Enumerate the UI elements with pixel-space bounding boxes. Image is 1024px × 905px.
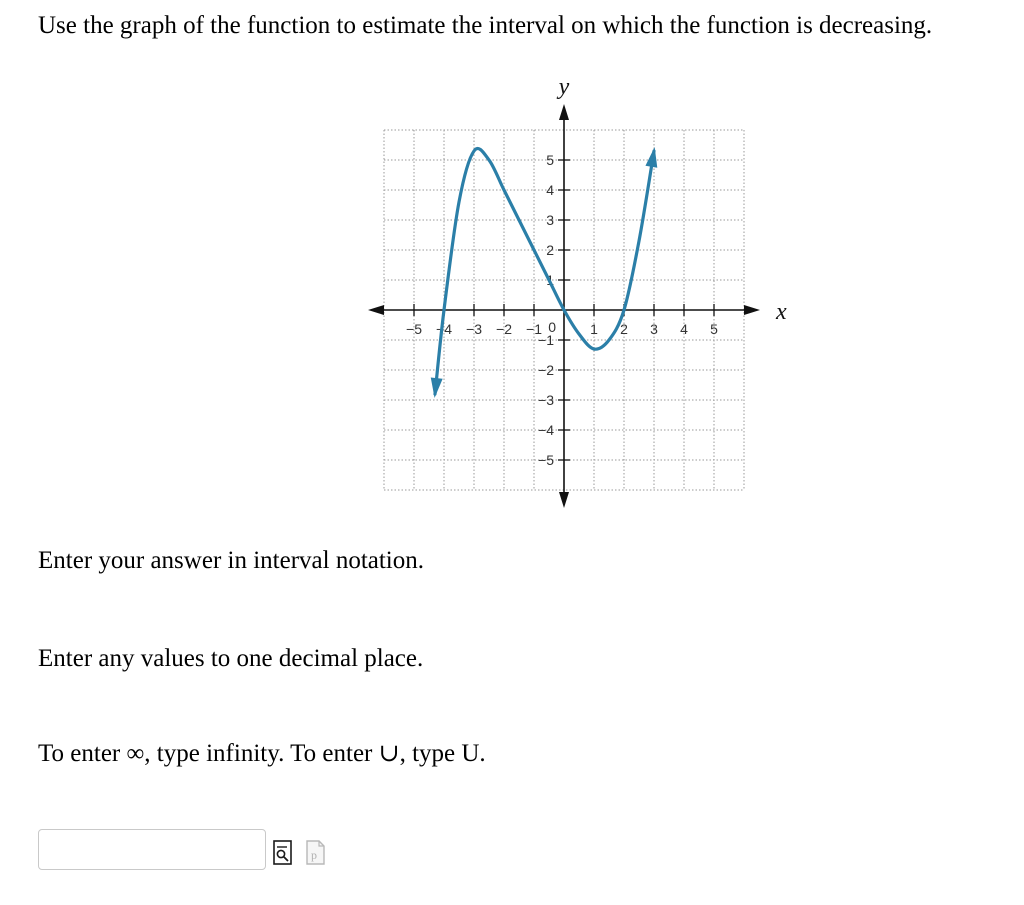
x-tick-label: 5: [710, 321, 718, 337]
origin-label: 0: [548, 319, 556, 335]
y-tick-label: 4: [546, 182, 554, 198]
axes: [368, 104, 760, 508]
x-tick-label: 1: [590, 321, 598, 337]
y-tick-label: −1: [538, 332, 554, 348]
x-axis-arrow-right: [744, 305, 760, 315]
x-tick-label: −4: [436, 321, 452, 337]
formula-palette-icon[interactable]: [306, 840, 326, 871]
x-tick-label: −5: [406, 321, 422, 337]
y-tick-label: 5: [546, 152, 554, 168]
x-tick-label: −2: [496, 321, 512, 337]
curve-arrow-right: [645, 147, 657, 168]
y-axis-label: y: [558, 74, 570, 100]
tick-labels: [406, 74, 787, 468]
x-tick-label: 2: [620, 321, 628, 337]
y-tick-label: −5: [538, 452, 554, 468]
y-axis-arrow-down: [559, 492, 569, 508]
function-curve: [431, 147, 658, 398]
question-text: Use the graph of the function to estimate the interval on which the function is decreasing.: [38, 12, 933, 39]
svg-text:p: p: [311, 848, 317, 862]
x-tick-label: 3: [650, 321, 658, 337]
y-tick-label: 3: [546, 212, 554, 228]
y-axis-arrow-up: [559, 104, 569, 120]
y-tick-label: 1: [546, 272, 554, 288]
x-axis-arrow-left: [368, 305, 384, 315]
equation-preview-icon[interactable]: [273, 840, 293, 871]
curve-arrow-left: [431, 377, 443, 398]
y-tick-label: 2: [546, 242, 554, 258]
y-tick-label: −3: [538, 392, 554, 408]
answer-input[interactable]: [38, 829, 266, 870]
y-tick-label: −2: [538, 362, 554, 378]
function-curve-path: [435, 149, 654, 394]
x-tick-label: −3: [466, 321, 482, 337]
x-axis-label: x: [776, 299, 787, 325]
instruction-infinity-union: To enter ∞, type infinity. To enter ∪, type U.: [38, 740, 486, 767]
x-tick-label: 4: [680, 321, 688, 337]
y-tick-label: −4: [538, 422, 554, 438]
x-tick-label: −1: [526, 321, 542, 337]
instruction-interval-notation: Enter your answer in interval notation.: [38, 547, 424, 574]
instruction-decimal-place: Enter any values to one decimal place.: [38, 645, 424, 672]
